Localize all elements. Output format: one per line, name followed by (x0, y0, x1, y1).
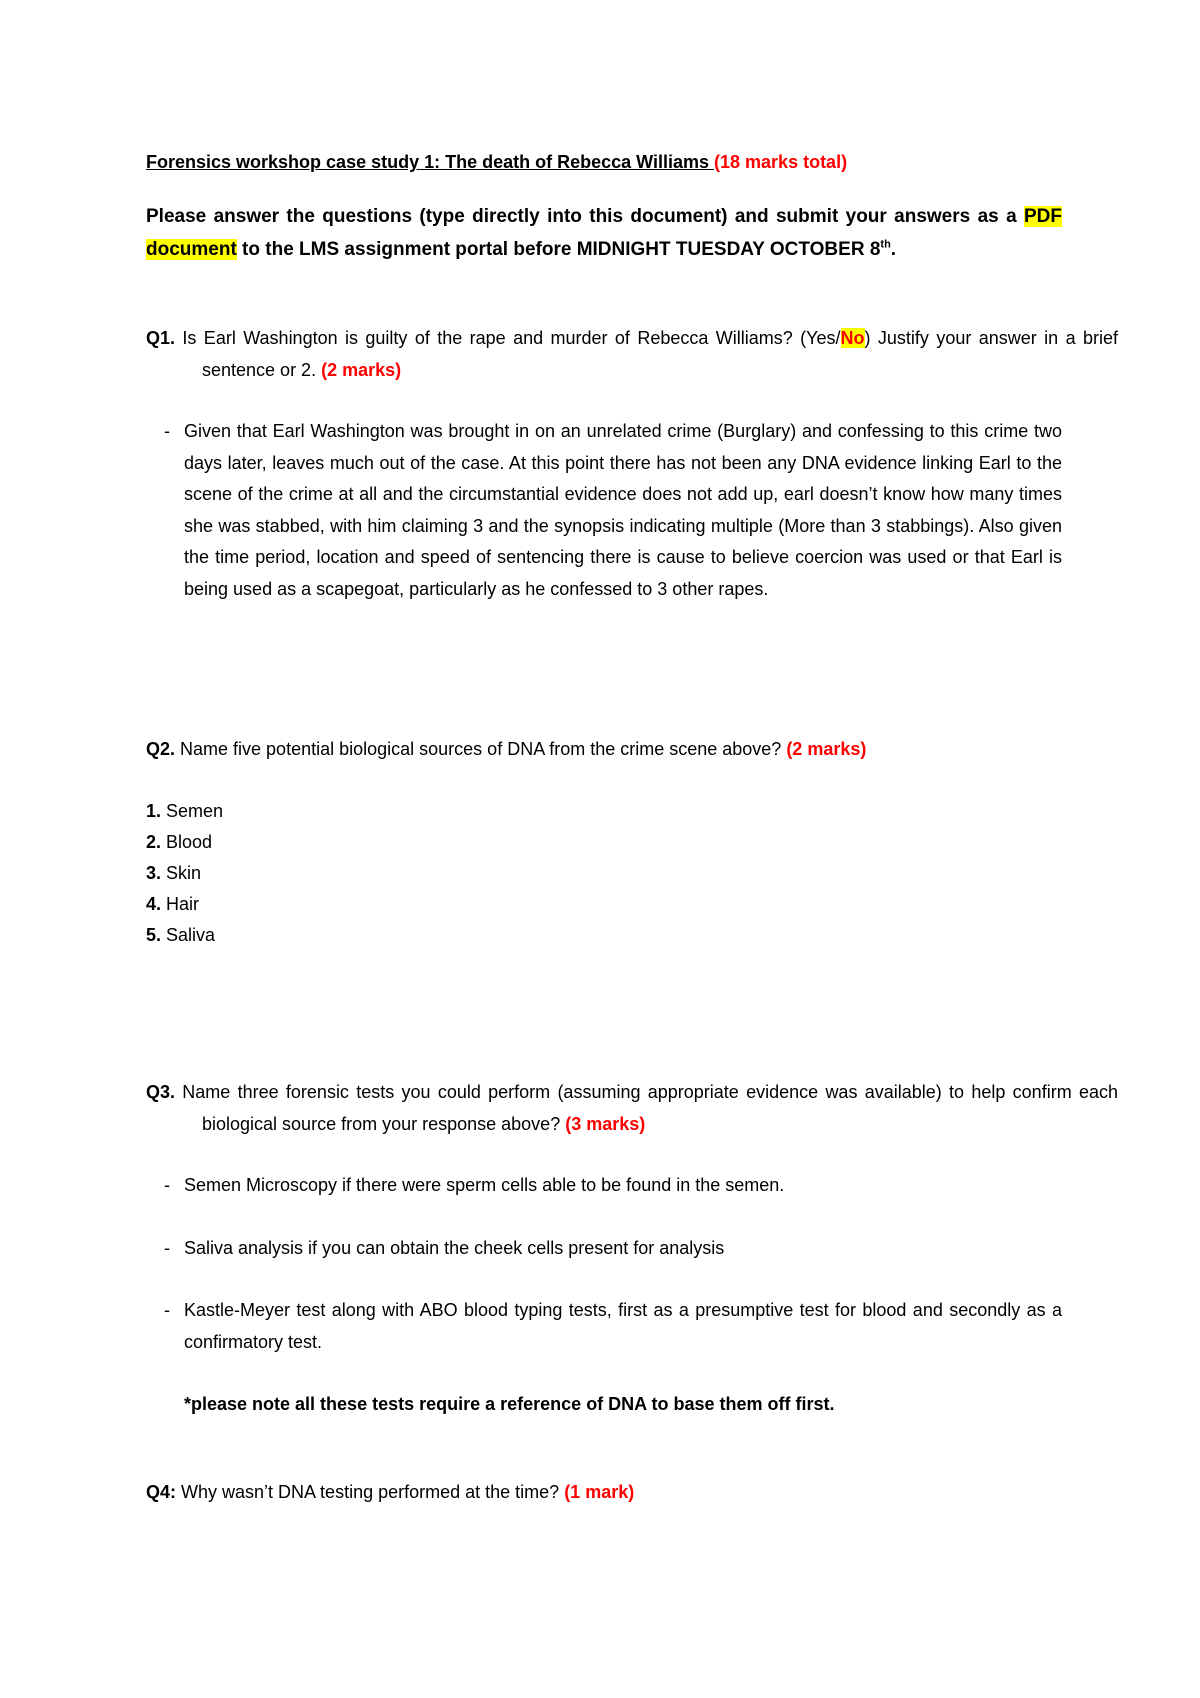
title-marks: (18 marks total) (714, 152, 848, 172)
list-item-number: 4. (146, 894, 162, 914)
list-item (146, 796, 223, 827)
q2-text: Name five potential biological sources of DNA from the crime scene above? (175, 739, 787, 759)
list-item-number: 5. (146, 925, 162, 945)
list-item-number: 3. (146, 863, 162, 883)
document-title (146, 147, 1062, 179)
q1-label: Q1. (146, 328, 176, 348)
list-item-text: Semen (161, 801, 224, 821)
instructions-sup: th (880, 238, 891, 251)
q3-marks: (3 marks) (565, 1113, 646, 1134)
instructions (146, 200, 1062, 266)
q1-text2: ) Justify your answer in a brief sentence or 2. (202, 328, 1119, 380)
instructions-end: . (890, 239, 897, 260)
q3-text: Name three forensic tests you could perform (assuming appropriate evidence was available) to help confirm each biological source from your response above? (175, 1082, 1118, 1134)
list-item (146, 858, 223, 889)
q3-answer-3 (164, 1295, 1062, 1358)
list-item-number: 1. (146, 801, 162, 821)
q2-marks: (2 marks) (786, 739, 867, 759)
q3-answer-1 (164, 1170, 1062, 1202)
q3-answer-text: Semen Microscopy if there were sperm cells able to be found in the semen. (184, 1175, 785, 1195)
pdf-highlight: PDF document (146, 206, 1062, 260)
q2-question (146, 734, 1062, 766)
q3-note: *please note all these tests require a reference of DNA to base them off first. (184, 1394, 835, 1414)
q2-label: Q2. (146, 739, 176, 759)
instructions-part1: Please answer the questions (type directly into this document) and submit your answers as a (146, 206, 1024, 227)
q1-answer-text: Given that Earl Washington was brought in on an unrelated crime (Burglary) and confessing to this crime two days later, leaves much out of the case. At this point there has not been any DNA evidence linking Earl to the scene of the crime at all and the circumstantial evidence does not add up, earl doesn’t know how many times she was stabbed, with him claiming 3 and the synopsis indicating multiple (More than 3 stabbings). Also given the time period, location and speed of sentencing there is cause to believe coercion was used or that Earl is being used as a scapegoat, particularly as he confessed to 3 other rapes. (184, 421, 1062, 599)
list-item-text: Hair (161, 894, 200, 914)
q1-text1: Is Earl Washington is guilty of the rape and murder of Rebecca Williams? (Yes/ (175, 328, 841, 348)
q2-answer-list (146, 796, 223, 951)
q4-marks: (1 mark) (564, 1482, 635, 1502)
instructions-part2: to the LMS assignment portal before MIDNIGHT TUESDAY OCTOBER 8 (236, 239, 881, 260)
q3-answer-text: Saliva analysis if you can obtain the cheek cells present for analysis (184, 1238, 725, 1258)
bullet-dash: - (164, 1175, 170, 1195)
list-item (146, 889, 223, 920)
q1-question (146, 323, 1118, 386)
q1-no-answer: No (840, 328, 865, 348)
q3-label: Q3. (146, 1082, 176, 1102)
bullet-dash: - (164, 421, 170, 441)
q3-question (146, 1077, 1118, 1140)
q4-label: Q4: (146, 1482, 177, 1502)
q1-marks: (2 marks) (321, 359, 402, 380)
list-item (146, 827, 223, 858)
q1-answer (164, 416, 1062, 605)
list-item (146, 920, 223, 951)
list-item-text: Skin (161, 863, 202, 883)
bullet-dash: - (164, 1238, 170, 1258)
q4-question (146, 1477, 1062, 1509)
q3-answer-text: Kastle-Meyer test along with ABO blood typing tests, first as a presumptive test for blood and secondly as a confirmatory test. (184, 1300, 1062, 1352)
list-item-text: Blood (161, 832, 213, 852)
q4-text: Why wasn’t DNA testing performed at the time? (176, 1482, 565, 1502)
bullet-dash: - (164, 1300, 170, 1320)
title-text: Forensics workshop case study 1: The death of Rebecca Williams (146, 152, 715, 172)
list-item-text: Saliva (161, 925, 216, 945)
q3-answer-2 (164, 1233, 1062, 1265)
list-item-number: 2. (146, 832, 162, 852)
